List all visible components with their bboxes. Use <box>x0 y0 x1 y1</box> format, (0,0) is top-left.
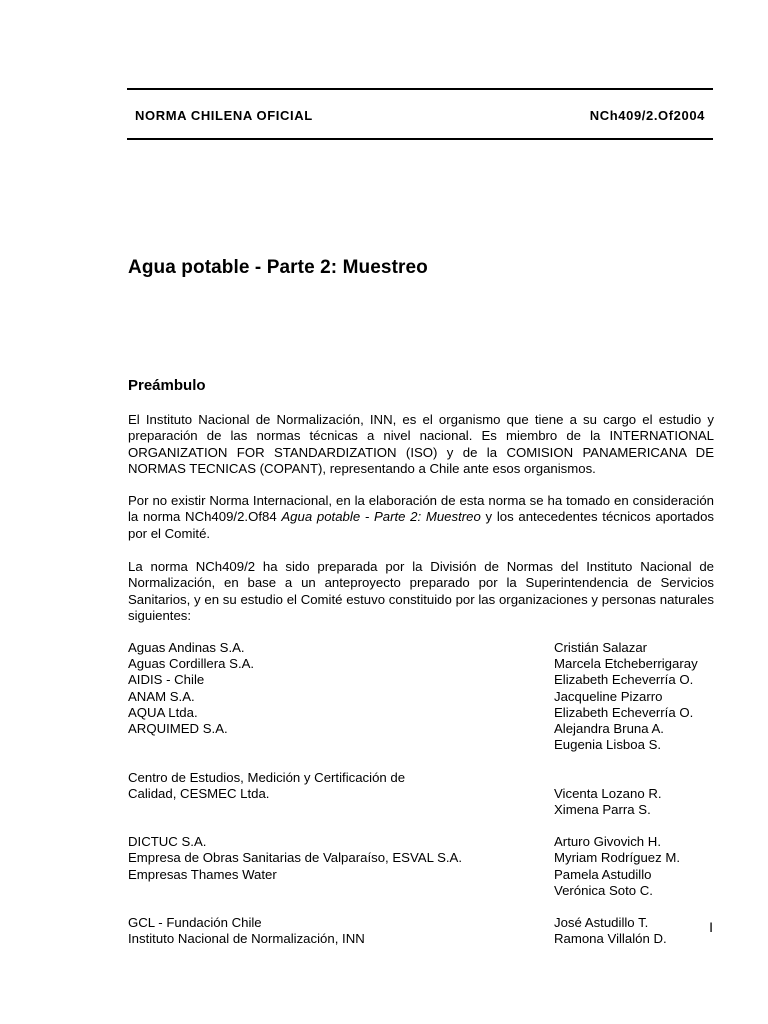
preamble-paragraph-3: La norma NCh409/2 ha sido preparada por la División de Normas del Instituto Nacional de Normalización, en base a un anteproyecto preparado por la Superintendencia de Servicios Sanitarios, y en su estudio el Comité estuvo constituido por las organizaciones y personas naturales siguientes: <box>128 559 714 623</box>
committee-member: José Astudillo T. <box>554 915 649 931</box>
paragraph-2-text-start: Por no existir Norma Internacional, en la elaboración de esta norma se ha tomado en consideración la norma NCh409/2.Of84 <box>128 493 714 525</box>
committee-organization: GCL - Fundación Chile <box>128 915 262 931</box>
committee-member: Marcela Etcheberrigaray <box>554 656 698 672</box>
paragraph-2-text-end: y los antecedentes técnicos aportados por el Comité. <box>128 509 715 541</box>
committee-member: Jacqueline Pizarro <box>554 688 663 704</box>
committee-row <box>128 705 714 721</box>
referenced-standard-title: Agua potable - Parte 2: Muestreo <box>281 509 481 525</box>
committee-member: Cristián Salazar <box>554 640 648 655</box>
committee-row <box>128 802 714 818</box>
committee-row <box>128 786 714 802</box>
committee-organization: Aguas Cordillera S.A. <box>128 656 255 672</box>
committee-row <box>128 689 714 705</box>
committee-member: Ximena Parra S. <box>554 801 651 817</box>
committee-organization: ANAM S.A. <box>128 688 195 704</box>
committee-row <box>128 721 714 737</box>
preamble-paragraph-1: El Instituto Nacional de Normalización, INN, es el organismo que tiene a su cargo el estudio y preparación de las normas técnicas a nivel nacional. Es miembro de la INTERNATIONAL ORGANIZATION FOR STANDARDIZATION (ISO) y de la COMISION PANAMERICANA DE NORMAS TECNICAS (COPANT), representando a Chile ante esos organismos. <box>128 412 714 476</box>
committee-organization: Instituto Nacional de Normalización, INN <box>128 931 365 947</box>
committee-member: Arturo Givovich H. <box>554 834 661 850</box>
document-title: Agua potable - Parte 2: Muestreo <box>128 257 428 278</box>
committee-member: Myriam Rodríguez M. <box>554 850 681 866</box>
committee-row <box>128 834 714 850</box>
committee-organization: Centro de Estudios, Medición y Certificación de <box>128 769 406 785</box>
committee-row <box>128 656 714 672</box>
committee-organization: AQUA Ltda. <box>128 704 198 720</box>
preamble-paragraph-2 <box>128 493 714 542</box>
committee-spacer <box>128 899 714 915</box>
committee-member: Verónica Soto C. <box>554 882 653 898</box>
committee-spacer <box>128 753 714 769</box>
committee-member: Pamela Astudillo <box>554 866 652 882</box>
committee-row <box>128 770 714 786</box>
committee-organization: ARQUIMED S.A. <box>128 720 228 736</box>
header-top-rule <box>127 88 713 90</box>
preamble-heading: Preámbulo <box>128 377 206 394</box>
committee-row <box>128 737 714 753</box>
page-number: I <box>709 919 713 935</box>
committee-row <box>128 640 714 656</box>
committee-row <box>128 850 714 866</box>
committee-member: Ramona Villalón D. <box>554 931 667 947</box>
committee-row <box>128 672 714 688</box>
header-standard-code: NCh409/2.Of2004 <box>589 108 705 123</box>
committee-row <box>128 883 714 899</box>
committee-organization: AIDIS - Chile <box>128 672 205 688</box>
committee-spacer <box>128 818 714 834</box>
header-standard-type: NORMA CHILENA OFICIAL <box>135 108 313 123</box>
header-bottom-rule <box>127 138 713 140</box>
committee-member: Eugenia Lisboa S. <box>554 737 662 753</box>
committee-row <box>128 915 714 931</box>
committee-row <box>128 931 714 947</box>
committee-member: Alejandra Bruna A. <box>554 720 664 736</box>
committee-organization: Aguas Andinas S.A. <box>128 640 245 655</box>
committee-member: Elizabeth Echeverría O. <box>554 704 694 720</box>
committee-organization: Calidad, CESMEC Ltda. <box>128 785 270 801</box>
committee-list <box>128 640 714 948</box>
committee-member: Vicenta Lozano R. <box>554 785 662 801</box>
committee-organization: DICTUC S.A. <box>128 834 207 850</box>
committee-row <box>128 867 714 883</box>
committee-organization: Empresa de Obras Sanitarias de Valparaíso, ESVAL S.A. <box>128 850 463 866</box>
committee-organization: Empresas Thames Water <box>128 866 277 882</box>
committee-member: Elizabeth Echeverría O. <box>554 672 694 688</box>
